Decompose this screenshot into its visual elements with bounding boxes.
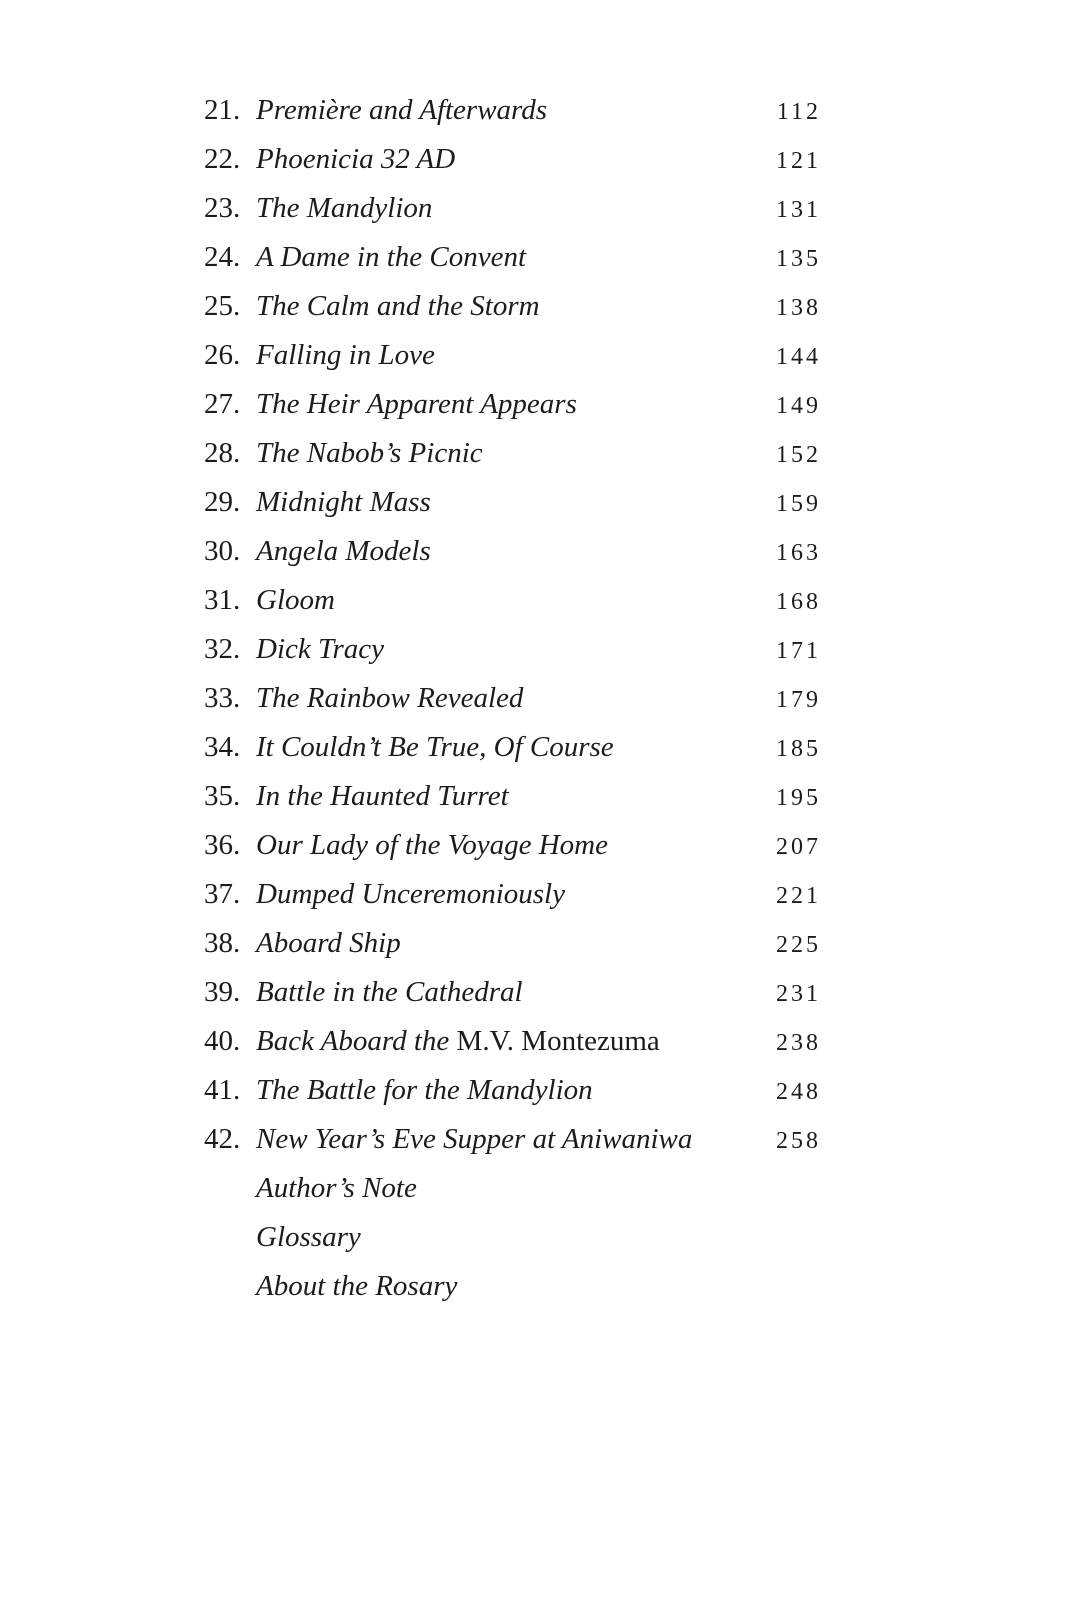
chapter-title [256, 772, 776, 821]
page-number: 258 [776, 1128, 821, 1154]
chapter-title-italic: The Battle for the Mandylion [256, 1074, 593, 1106]
page-number: 168 [776, 589, 821, 615]
toc-entry [204, 1164, 818, 1213]
chapter-title-italic: The Heir Apparent Appears [256, 388, 577, 420]
page-number: 238 [776, 1030, 821, 1056]
toc-entry [204, 1066, 821, 1115]
toc-entry [204, 380, 821, 429]
chapter-title-italic: New Year’s Eve Supper at Aniwaniwa [256, 1123, 693, 1155]
page-number: 152 [776, 442, 821, 468]
chapter-title [256, 1262, 821, 1311]
chapter-number: 42. [204, 1123, 241, 1155]
chapter-title-italic: Dick Tracy [256, 633, 385, 665]
chapter-title-italic: A Dame in the Convent [256, 241, 527, 273]
chapter-number: 40. [204, 1025, 241, 1057]
page-number: 195 [776, 785, 821, 811]
chapter-title [256, 1066, 776, 1115]
toc-entry [204, 674, 821, 723]
page-number: 159 [776, 491, 821, 517]
page-number: 225 [776, 932, 821, 958]
chapter-title-italic: Midnight Mass [256, 486, 431, 518]
chapter-number: 29. [204, 486, 241, 518]
toc-entry [204, 331, 821, 380]
toc-entry [204, 86, 821, 135]
chapter-number: 38. [204, 927, 241, 959]
chapter-number: 25. [204, 290, 241, 322]
chapter-number: 36. [204, 829, 241, 861]
chapter-title-italic: Falling in Love [256, 339, 435, 371]
chapter-title-italic: Battle in the Cathedral [256, 976, 523, 1008]
chapter-title-italic: Author’s Note [256, 1172, 417, 1204]
chapter-title [256, 86, 777, 135]
chapter-title [256, 184, 776, 233]
chapter-title-italic: The Rainbow Revealed [256, 682, 524, 714]
chapter-title [256, 576, 776, 625]
page-number: 185 [776, 736, 821, 762]
toc-entry [204, 1262, 818, 1311]
chapter-title-italic: Gloom [256, 584, 335, 616]
page-number: 112 [776, 99, 821, 125]
chapter-title [256, 527, 776, 576]
toc-entry [204, 772, 821, 821]
chapter-title [256, 135, 776, 184]
toc-entry [204, 527, 821, 576]
chapter-number: 21. [204, 94, 241, 126]
chapter-title-italic: Back Aboard the [256, 1025, 457, 1057]
toc-entry [204, 968, 821, 1017]
chapter-title-italic: The Calm and the Storm [256, 290, 540, 322]
chapter-title-italic: In the Haunted Turret [256, 780, 509, 812]
chapter-title [256, 429, 776, 478]
toc-entry [204, 870, 821, 919]
chapter-number: 30. [204, 535, 241, 567]
chapter-number: 35. [204, 780, 241, 812]
toc-entry [204, 184, 821, 233]
chapter-title [256, 1164, 821, 1213]
toc-entry [204, 429, 821, 478]
page-number: 121 [776, 148, 821, 174]
chapter-title [256, 331, 776, 380]
toc-entry [204, 919, 821, 968]
chapter-title [256, 282, 776, 331]
page-number: 248 [776, 1079, 821, 1105]
chapter-number: 33. [204, 682, 241, 714]
chapter-title-italic: The Mandylion [256, 192, 433, 224]
chapter-title-italic: Phoenicia 32 AD [256, 143, 456, 175]
chapter-title-roman: M.V. Montezuma [456, 1025, 660, 1057]
chapter-title-italic: Dumped Unceremoniously [256, 878, 565, 910]
page-number: 231 [776, 981, 821, 1007]
chapter-title-italic: The Nabob’s Picnic [256, 437, 483, 469]
chapter-title [256, 821, 776, 870]
chapter-number: 31. [204, 584, 241, 616]
chapter-title [256, 1213, 821, 1262]
chapter-title [256, 674, 776, 723]
chapter-title [256, 723, 776, 772]
chapter-title [256, 919, 776, 968]
chapter-title-italic: About the Rosary [256, 1270, 458, 1302]
chapter-number: 22. [204, 143, 241, 175]
page-number: 179 [776, 687, 821, 713]
page-number: 171 [776, 638, 821, 664]
chapter-title [256, 1017, 776, 1066]
chapter-number: 32. [204, 633, 241, 665]
chapter-title-italic: Glossary [256, 1221, 361, 1253]
chapter-number: 34. [204, 731, 241, 763]
toc-entry [204, 576, 821, 625]
chapter-title [256, 968, 776, 1017]
toc-entry [204, 625, 821, 674]
chapter-title [256, 625, 776, 674]
table-of-contents [204, 86, 821, 1311]
chapter-number: 27. [204, 388, 241, 420]
chapter-number: 23. [204, 192, 241, 224]
toc-entry [204, 723, 821, 772]
page-number: 221 [776, 883, 821, 909]
toc-entry [204, 135, 821, 184]
chapter-title-italic: Our Lady of the Voyage Home [256, 829, 608, 861]
page-number: 138 [776, 295, 821, 321]
toc-entry [204, 233, 821, 282]
chapter-title-italic: It Couldn’t Be True, Of Course [256, 731, 614, 763]
chapter-title [256, 233, 776, 282]
page-number: 163 [776, 540, 821, 566]
chapter-title-italic: Angela Models [256, 535, 431, 567]
toc-entry [204, 1213, 818, 1262]
page-number: 131 [776, 197, 821, 223]
chapter-number: 28. [204, 437, 241, 469]
chapter-title [256, 870, 776, 919]
toc-entry [204, 1017, 821, 1066]
page-number: 207 [776, 834, 821, 860]
toc-entry [204, 478, 821, 527]
chapter-number: 41. [204, 1074, 241, 1106]
chapter-number: 39. [204, 976, 241, 1008]
chapter-number: 37. [204, 878, 241, 910]
chapter-title-italic: Aboard Ship [256, 927, 401, 959]
page-number: 144 [776, 344, 821, 370]
toc-entry [204, 1115, 821, 1164]
toc-entry [204, 282, 821, 331]
chapter-title [256, 478, 776, 527]
chapter-title-italic: Première and Afterwards [256, 94, 548, 126]
chapter-number: 24. [204, 241, 241, 273]
page-number: 135 [776, 246, 821, 272]
chapter-number: 26. [204, 339, 241, 371]
toc-entry [204, 821, 821, 870]
chapter-title [256, 380, 776, 429]
page-number: 149 [776, 393, 821, 419]
chapter-title [256, 1115, 776, 1164]
